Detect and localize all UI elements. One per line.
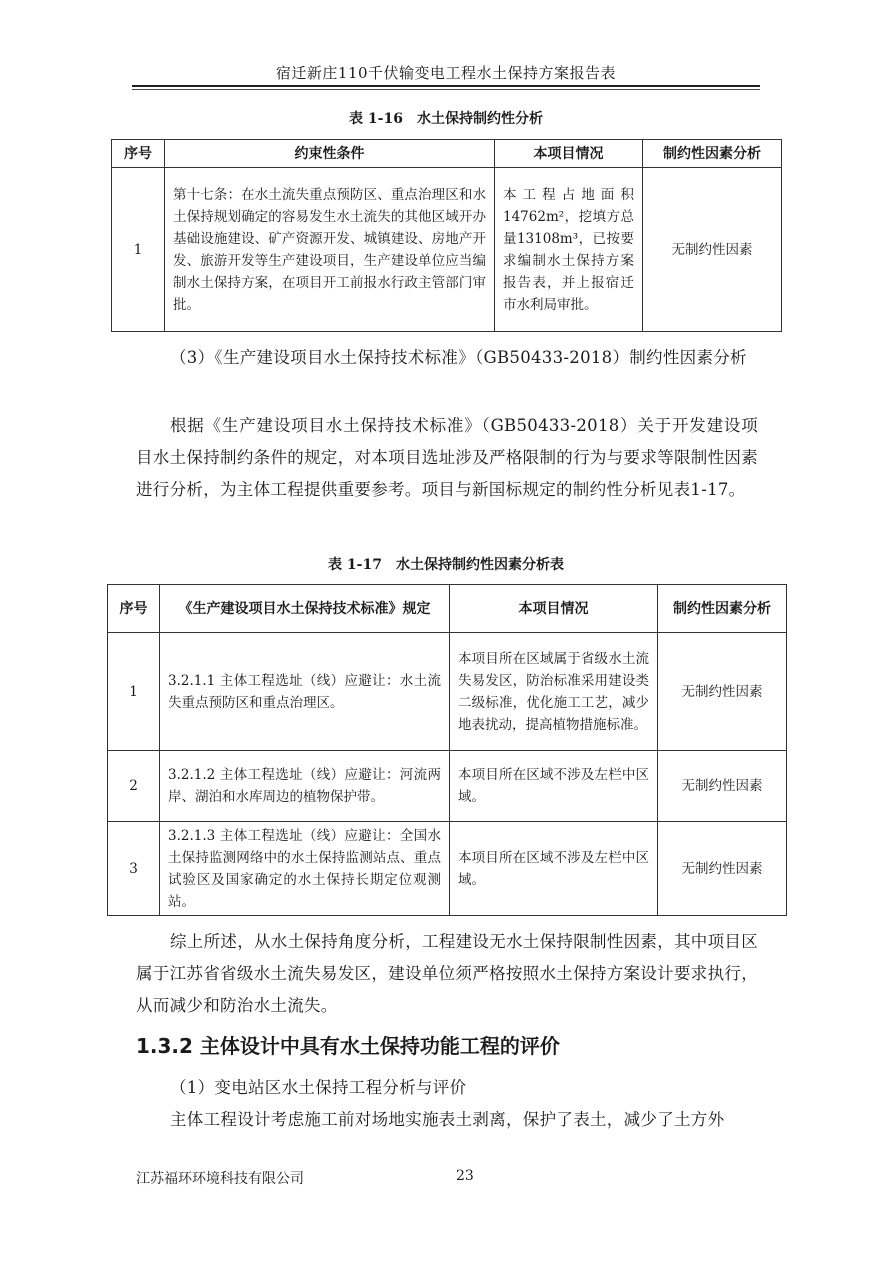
table-1-16-caption: 表 1-16 水土保持制约性分析 xyxy=(349,111,543,127)
section-title: 1.3.2 主体设计中具有水土保持功能工程的评价 xyxy=(136,1034,560,1058)
cell-rule: 3.2.1.2 主体工程选址（线）应避让：河流两岸、湖泊和水库周边的植物保护带。 xyxy=(160,751,450,822)
cell-rule: 3.2.1.1 主体工程选址（线）应避让：水土流失重点预防区和重点治理区。 xyxy=(160,633,450,751)
cell-analysis: 无制约性因素 xyxy=(658,751,787,822)
cell-situation: 本项目所在区域不涉及左栏中区域。 xyxy=(450,822,658,916)
cell-situation: 本项目所在区域属于省级水土流失易发区，防治标准采用建设类二级标准，优化施工工艺，减少地表扰动，提高植物措施标准。 xyxy=(450,633,658,751)
table-1-17-caption: 表 1-17 水土保持制约性因素分析表 xyxy=(328,557,564,573)
header-rule xyxy=(132,85,760,87)
header-cell-situation: 本项目情况 xyxy=(495,140,643,168)
paragraph-analysis-intro: 根据《生产建设项目水土保持技术标准》（GB50433-2018）关于开发建设项目水土保持制约条件的规定，对本项目选址涉及严格限制的行为与要求等限制性因素进行分析，为主体工程提供重要参考。项目与新国标规定的制约性分析见表1-17。 xyxy=(136,416,758,499)
table-1-17 xyxy=(107,584,787,916)
header-cell-situation: 本项目情况 xyxy=(450,585,658,633)
table-row xyxy=(108,633,787,751)
paragraph-conclusion: 综上所述，从水土保持角度分析，工程建设无水土保持限制性因素，其中项目区属于江苏省省级水土流失易发区，建设单位须严格按照水土保持方案设计要求执行，从而减少和防治水土流失。 xyxy=(136,932,758,1015)
header-cell-analysis: 制约性因素分析 xyxy=(658,585,787,633)
cell-no: 2 xyxy=(108,751,160,822)
cell-no: 1 xyxy=(108,633,160,751)
paragraph-body: 主体工程设计考虑施工前对场地实施表土剥离，保护了表土，减少了土方外 xyxy=(170,1110,725,1129)
table-row xyxy=(108,822,787,916)
table-header-row xyxy=(108,585,787,633)
table-1-16 xyxy=(111,139,782,332)
table-row xyxy=(112,168,782,332)
cell-analysis: 无制约性因素 xyxy=(658,633,787,751)
header-cell-rule: 《生产建设项目水土保持技术标准》规定 xyxy=(160,585,450,633)
cell-analysis: 无制约性因素 xyxy=(658,822,787,916)
header-cell-analysis: 制约性因素分析 xyxy=(643,140,782,168)
page-header-title: 宿迁新庄110千伏输变电工程水土保持方案报告表 xyxy=(275,64,617,82)
cell-situation: 本项目所在区域不涉及左栏中区域。 xyxy=(450,751,658,822)
header-cell-no: 序号 xyxy=(108,585,160,633)
header-rule-thin xyxy=(132,89,760,90)
header-cell-no: 序号 xyxy=(112,140,165,168)
footer-page-number: 23 xyxy=(456,1168,474,1184)
cell-rule: 3.2.1.3 主体工程选址（线）应避让：全国水土保持监测网络中的水土保持监测站点、重点试验区及国家确定的水土保持长期定位观测站。 xyxy=(160,822,450,916)
paragraph-standard-heading: （3）《生产建设项目水土保持技术标准》（GB50433-2018）制约性因素分析 xyxy=(170,348,747,367)
table-row xyxy=(108,751,787,822)
table-header-row xyxy=(112,140,782,168)
paragraph-subsection-heading: （1）变电站区水土保持工程分析与评价 xyxy=(170,1078,467,1097)
header-cell-condition: 约束性条件 xyxy=(165,140,495,168)
cell-situation: 本工程占地面积14762m²，挖填方总量13108m³，已按要求编制水土保持方案报告表，并上报宿迁市水利局审批。 xyxy=(495,168,643,332)
cell-no: 3 xyxy=(108,822,160,916)
cell-no: 1 xyxy=(112,168,165,332)
cell-analysis: 无制约性因素 xyxy=(643,168,782,332)
cell-condition: 第十七条：在水土流失重点预防区、重点治理区和水土保持规划确定的容易发生水土流失的其他区域开办基础设施建设、矿产资源开发、城镇建设、房地产开发、旅游开发等生产建设项目，生产建设单位应当编制水土保持方案，在项目开工前报水行政主管部门审批。 xyxy=(165,168,495,332)
footer-company: 江苏福环环境科技有限公司 xyxy=(136,1171,304,1187)
